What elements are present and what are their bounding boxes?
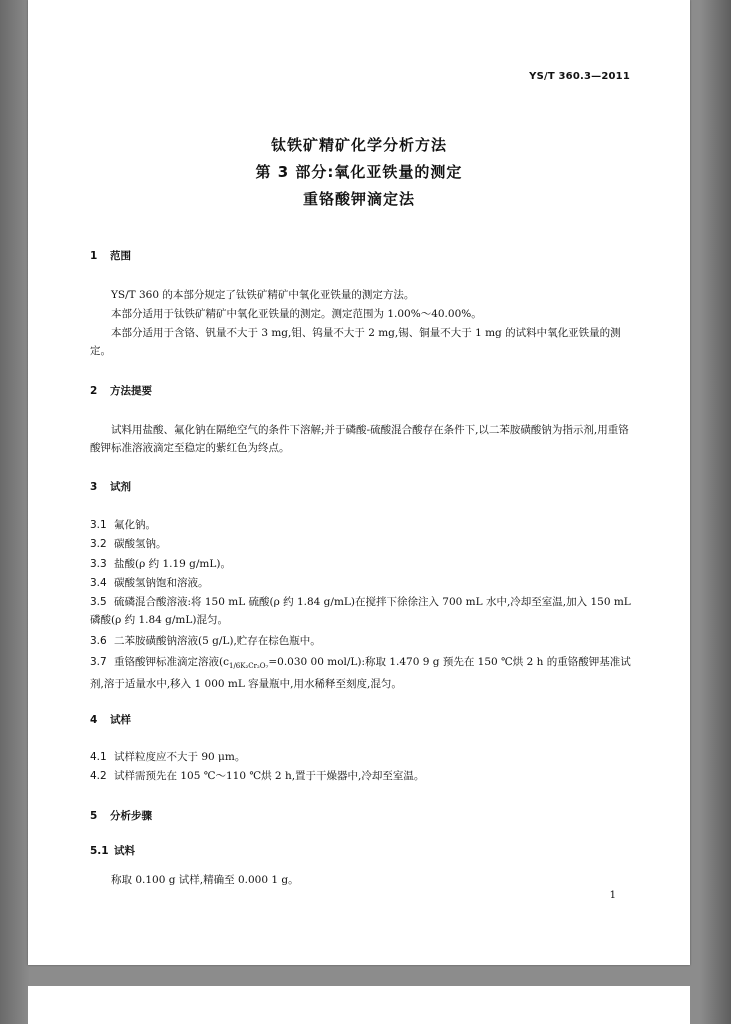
reagent-item: 3.1 氟化钠。 <box>90 519 156 531</box>
reagent-item: 3.4 碳酸氢钠饱和溶液。 <box>90 577 209 589</box>
page-number: 1 <box>609 890 616 901</box>
section-5-paragraph: 称取 0.100 g 试样,精确至 0.000 1 g。 <box>111 874 299 886</box>
section-4-heading: 4 试样 <box>90 714 131 726</box>
title-line-1: 钛铁矿精矿化学分析方法 <box>270 136 447 154</box>
document-page <box>28 0 690 965</box>
sample-item: 4.2 试样需预先在 105 ℃～110 ℃烘 2 h,置于干燥器中,冷却至室温。 <box>90 770 425 782</box>
section-1-heading: 1 范围 <box>90 250 131 262</box>
section-1-paragraph: YS/T 360 的本部分规定了钛铁矿精矿中氧化亚铁量的测定方法。 <box>111 289 415 301</box>
section-2-paragraph: 试料用盐酸、氟化钠在隔绝空气的条件下溶解;并于磷酸-硫酸混合酸存在条件下,以二苯胺磺酸钠为指示剂,用重铬酸钾标准溶液滴定至稳定的紫红色为终点。 <box>90 424 629 454</box>
reagent-item: 3.2 碳酸氢钠。 <box>90 538 167 550</box>
reagent-item: 3.6 二苯胺磺酸钠溶液(5 g/L),贮存在棕色瓶中。 <box>90 635 321 647</box>
next-page-preview <box>28 986 690 1024</box>
standard-code: YS/T 360.3—2011 <box>529 71 630 82</box>
subsection-5-1-heading: 5.1 试料 <box>90 845 135 857</box>
reagent-item: 3.3 盐酸(ρ 约 1.19 g/mL)。 <box>90 558 231 570</box>
sample-item: 4.1 试样粒度应不大于 90 μm。 <box>90 751 246 763</box>
section-5-heading: 5 分析步骤 <box>90 810 152 822</box>
document-title <box>28 132 690 213</box>
title-line-3: 重铬酸钾滴定法 <box>302 190 415 208</box>
section-1-paragraph: 本部分适用于含铬、钒量不大于 3 mg,钼、钨量不大于 2 mg,锡、铜量不大于 1 mg 的试料中氧化亚铁量的测定。 <box>90 327 621 357</box>
title-line-2: 第 3 部分:氧化亚铁量的测定 <box>255 163 463 181</box>
reagent-item: 3.5 硫磷混合酸溶液:将 150 mL 硫酸(ρ 约 1.84 g/mL)在搅拌下徐徐注入 700 mL 水中,冷却至室温,加入 150 mL 磷酸(ρ 约 1.84 g/mL)混匀。 <box>90 596 631 626</box>
section-2-heading: 2 方法提要 <box>90 385 152 397</box>
section-1-paragraph: 本部分适用于钛铁矿精矿中氧化亚铁量的测定。测定范围为 1.00%～40.00%。 <box>111 308 482 320</box>
section-3-heading: 3 试剂 <box>90 481 131 493</box>
reagent-item: 3.7 重铬酸钾标准滴定溶液($c_{1/6K_2Cr_2O_7}=0.030$ 00 mol/L):称取 1.470 9 g 预先在 150 ℃烘 2 h 的重铬酸钾基准试剂,溶于适量水中,移入 1 000 mL 容量瓶中,用水稀释至刻度,混匀。 <box>90 656 631 691</box>
